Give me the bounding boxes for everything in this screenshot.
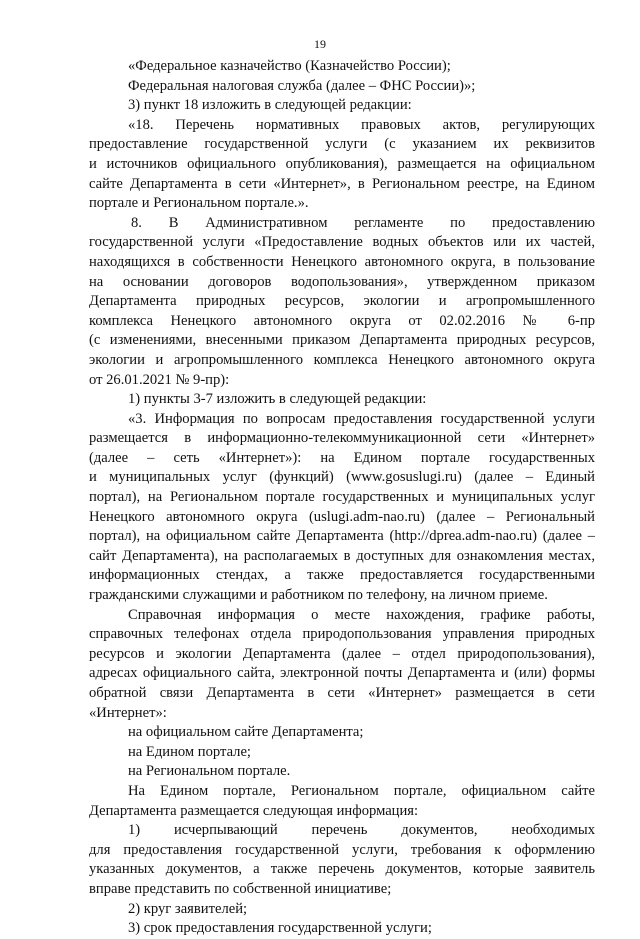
text-line: 8. В Административном регламенте по предоставлению [131,214,595,231]
text-line: 3) пункт 18 изложить в следующей редакции: [128,97,412,114]
text-line: сайт Департамента), на располагаемых в доступных для ознакомления местах, [89,547,595,564]
text-line: Департамента размещается следующая информация: [89,802,419,819]
page-number: 19 [314,37,326,51]
text-line: (далее – сеть «Интернет»): на Едином портале государственных [89,449,595,466]
text-line: государственной услуги «Предоставление водных объектов или их частей, [89,234,595,251]
text-line: гражданскими служащими и работником по телефону, на личном приеме. [89,587,548,604]
text-line: от 26.01.2021 № 9-пр): [89,371,230,388]
text-line: предоставление государственной услуги (с указанием их реквизитов [89,136,595,153]
text-line: на официальном сайте Департамента; [128,724,364,741]
text-line: сайте Департамента в сети «Интернет», в Региональном реестре, на Едином [89,175,595,192]
text-line: справочных телефонах отдела природопользования управления природных [89,626,595,643]
text-line: Справочная информация о месте нахождения, графике работы, [128,606,595,623]
text-line: размещается в информационно-телекоммуникационной сети «Интернет» [89,430,595,447]
text-line: 3) срок предоставления государственной услуги; [128,920,432,937]
text-line: Федеральная налоговая служба (далее – ФНС России)»; [128,77,476,94]
text-line: «3. Информация по вопросам предоставления государственной услуги [128,410,595,427]
text-line: комплекса Ненецкого автономного округа от 02.02.2016 № 6-пр [89,312,595,329]
text-line: (с изменениями, внесенными приказом Департамента природных ресурсов, [89,332,595,349]
text-line: Ненецкого автономного округа (uslugi.adm-nao.ru) (далее – Региональный [89,508,595,525]
text-line: ресурсов и экологии Департамента (далее – отдел природопользования), [89,645,595,662]
text-line: На Едином портале, Региональном портале, официальном сайте [128,782,595,799]
text-line: 2) круг заявителей; [128,900,248,917]
text-line: на основании договоров водопользования», утвержденном приказом [89,273,595,290]
text-line: информационных стендах, а также предоставляется государственными [89,567,595,584]
text-line: вправе представить по собственной инициативе; [89,880,392,897]
text-line: 1) пункты 3-7 изложить в следующей редакции: [128,391,427,408]
text-line: «Федеральное казначейство (Казначейство России); [128,58,451,74]
text-line: на Региональном портале. [128,763,291,780]
text-line: указанных документов, а также перечень документов, которые заявитель [89,861,595,878]
text-line: портал), на официальном сайте Департамента (http://dprea.adm-nao.ru) (далее – [89,528,595,545]
text-line: 1) исчерпывающий перечень документов, необходимых [128,822,595,839]
text-line: «Интернет»: [89,704,167,721]
text-line: и муниципальных услуг (функций) (www.gosuslugi.ru) (далее – Единый [89,469,595,486]
text-line: находящихся в собственности Ненецкого автономного округа, в пользование [89,253,595,270]
document-body [89,57,595,939]
text-line: и источников официального опубликования), размещается на официальном [89,155,595,172]
text-line: портале и Региональном портале.». [89,195,309,212]
text-line: адресах официального сайта, электронной почты Департамента и (или) формы [89,665,595,682]
text-line: портал), на Региональном портале государственных и муниципальных услуг [89,489,595,506]
text-line: Департамента природных ресурсов, экологии и агропромышленного [89,293,595,310]
text-line: для предоставления государственной услуги, требования к оформлению [89,841,595,858]
text-line: «18. Перечень нормативных правовых актов, регулирующих [128,116,595,133]
text-line: на Едином портале; [128,743,251,760]
text-line: экологии и агропромышленного комплекса Ненецкого автономного округа [89,351,595,368]
text-line: обратной связи Департамента в сети «Интернет» размещается в сети [89,685,595,701]
